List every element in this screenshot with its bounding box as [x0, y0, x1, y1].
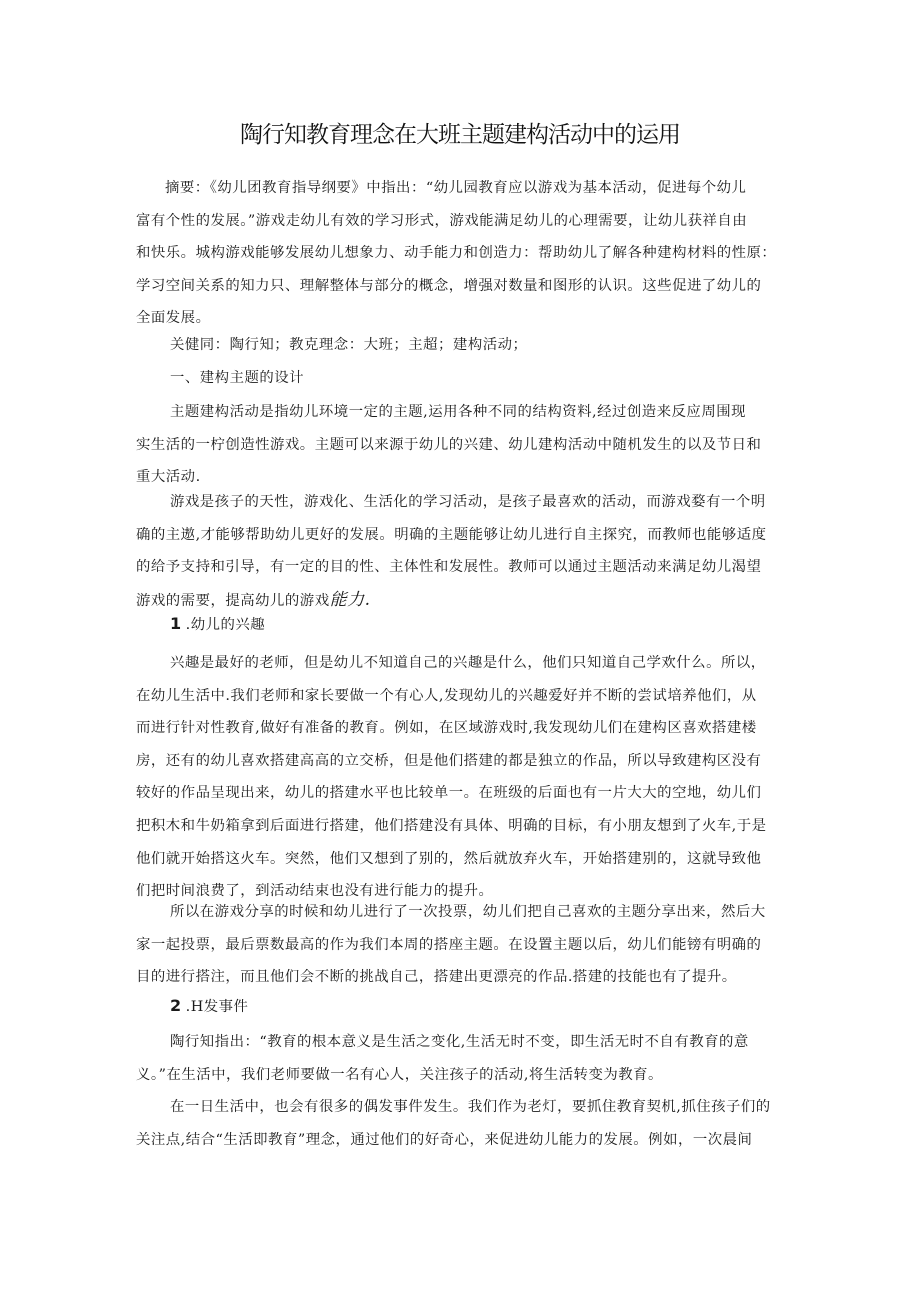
text-line: 兴趣是最好的老师，但是幼儿不知道自己的兴趣是什么，他们只知道自己学欢什么。所以， [170, 655, 766, 671]
body-paragraph [136, 896, 784, 994]
text-line: 房，还有的幼儿喜欢搭建高高的立交桥，但是他们搭建的都是独立的作品，所以导致建构区没有 [136, 752, 762, 769]
text-line: 游戏是孩子的天性，游戏化、生活化的学习活动，是孩子最喜欢的活动，而游戏婺有一个明 [170, 494, 766, 510]
subsection-heading [170, 608, 265, 642]
text-line: 在一日生活中，也会有很多的偶发事件发生。我们作为老灯，要抓住教育契机,抓住孩子们的 [170, 1099, 771, 1115]
text-line: 们把时间浪费了，到活动结束也没有进行能力的提升。 [136, 883, 494, 900]
subsection-title: .H发事件 [185, 999, 249, 1015]
text-line: 而进行针对性教育,做好有准备的教育。例如，在区域游戏时,我发现幼儿们在建构区喜欢搭建楼 [136, 720, 757, 737]
text-line: 重大活动. [136, 469, 201, 486]
text-line: 确的主遨,才能够帮助幼儿更好的发展。明确的主题能够让幼儿进行自主探究，而教师也能够适度 [136, 526, 767, 543]
text-line: 义。”在生活中，我们老师要做一名有心人，关注孩子的活动,将生活转变为教育。 [136, 1066, 663, 1083]
text-line: 学习空间关系的知力只、理解整体与部分的概念，增强对数量和图形的认识。这些促进了幼儿的 [136, 277, 762, 294]
abstract-paragraph [136, 172, 784, 335]
text-line: 主题建构活动是指幼儿环境一定的主题,运用各种不同的结构资料,经过创造来反应周围现 [170, 404, 746, 420]
subsection-heading [170, 990, 248, 1024]
body-paragraph [136, 486, 784, 617]
text-line: 关注点,结合“生活即教育”理念，通过他们的好奇心，来促进幼儿能力的发展。例如，一次晨间 [136, 1131, 753, 1148]
section-heading: 一、建构主题的设计 [170, 370, 305, 386]
document-title: 陶行知教育理念在大班主题建构活动中的运用 [240, 122, 680, 148]
text-line: 目的进行搭注，而且他们会不断的挑战自己，搭建出更漂亮的作品.搭建的技能也有了提升。 [136, 969, 737, 986]
text-line: 陶行知指出：“教育的根本意义是生活之变化,生活无时不变，即生活无时不自有教育的意 [170, 1034, 749, 1050]
text-line: 家一起投票，最后票数最高的作为我们本周的搭座主题。在设置主题以后，幼儿们能镑有明确的 [136, 936, 762, 953]
text-line: 富有个性的发展。”游戏走幼儿有效的学习形式，游戏能满足幼儿的心理需要，让幼儿获祥自由 [136, 212, 748, 229]
text-run: 游戏的需要，提高幼儿的游戏 [136, 592, 330, 609]
text-line: 摘要：《幼儿团教育指导纲要》中指出：“幼儿园教育应以游戏为基本活动，促进每个幼儿 [165, 180, 747, 196]
text-line: 和快乐。城构游戏能够发展幼儿想象力、动手能力和创造力：帮助幼儿了解各种建构材料的性原： [136, 245, 777, 262]
text-line: 实生活的一柠创造性游戏。主题可以来源于幼儿的兴建、幼儿建构活动中随机发生的以及节日和 [136, 436, 762, 453]
subsection-title: .幼儿的兴趣 [185, 617, 266, 633]
emphasis-text: 能力. [329, 589, 371, 610]
text-line: 他们就开始搭这火车。突然，他们又想到了别的，然后就放弃火车，开始搭建别的，这就导致他 [136, 850, 762, 867]
body-paragraph [136, 396, 784, 494]
text-line: 全面发展。 [136, 310, 211, 327]
body-paragraph [136, 1026, 784, 1091]
subsection-number: 1 [170, 614, 182, 633]
text-line: 所以在游戏分享的时候和幼儿进行了一次投票，幼儿们把自己喜欢的主题分享出来，然后大 [170, 904, 766, 920]
text-line: 的给予支持和引导，有一定的目的性、主体性和发展性。教师可以通过主题活动来满足幼儿渴望 [136, 559, 762, 576]
text-line: 把积木和牛奶箱拿到后面进行搭建，他们搭建没有具体、明确的目标，有小朋友想到了火车,于是 [136, 817, 767, 834]
body-paragraph [136, 647, 784, 908]
body-paragraph [136, 1091, 784, 1156]
text-line: 较好的作品呈现出来，幼儿的搭建水平也比较单一。在班级的后面也有一片大大的空地，幼儿们 [136, 785, 762, 802]
keywords-line: 关健同：陶行知；教克理念：大班；主超；建构活动； [170, 337, 528, 353]
subsection-number: 2 [170, 996, 182, 1015]
text-line: 在幼儿生活中.我们老师和家长要做一个有心人,发现幼儿的兴趣爱好并不断的尝试培养他们，从 [136, 687, 757, 704]
